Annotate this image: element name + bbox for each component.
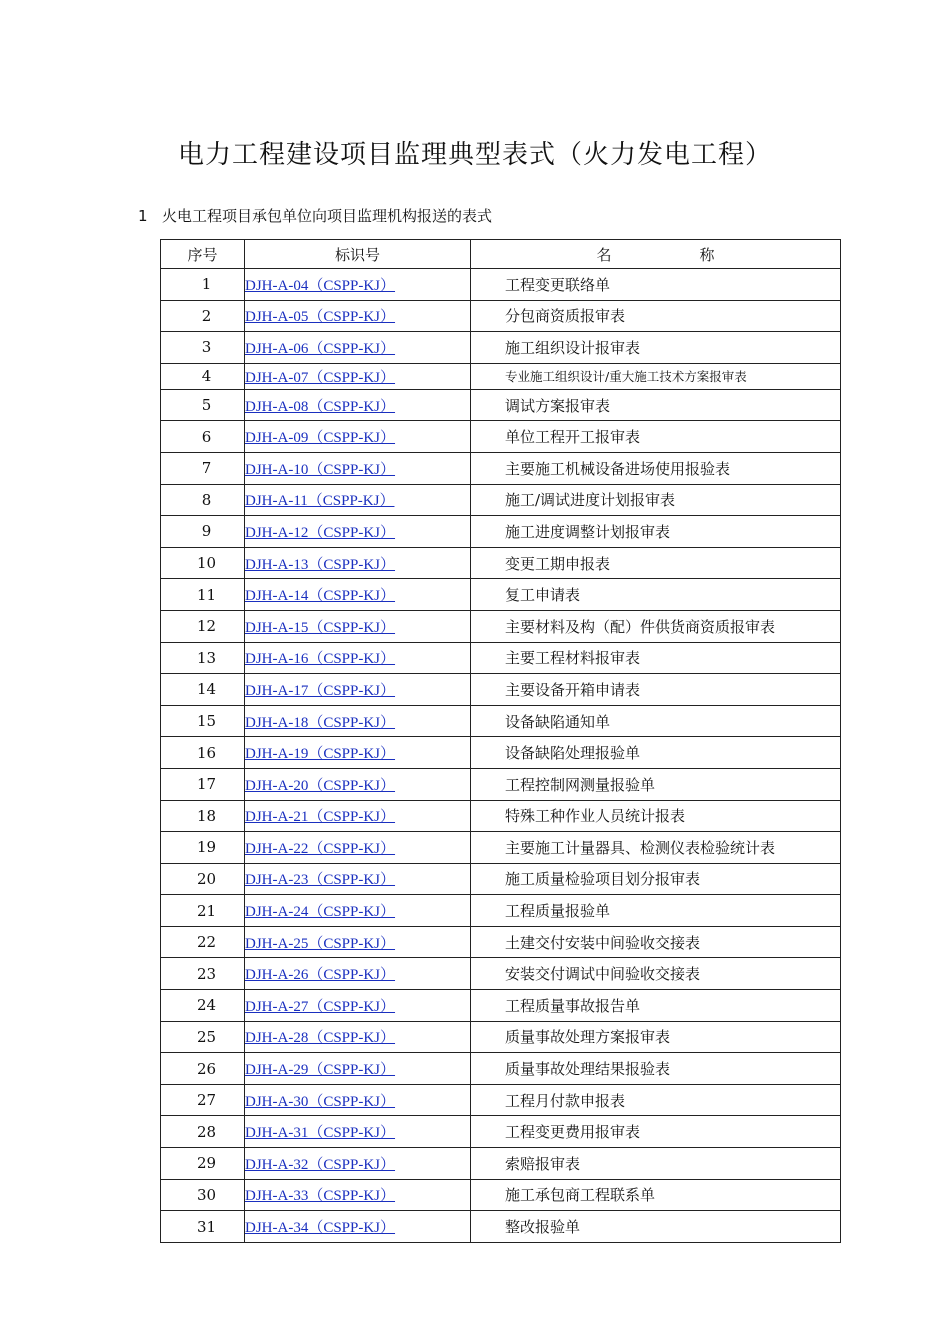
- row-name: 土建交付安装中间验收交接表: [471, 926, 841, 958]
- table-row: [161, 610, 841, 642]
- row-seq: 11: [161, 579, 245, 611]
- row-code-cell: [245, 363, 471, 389]
- row-name: 主要施工计量器具、检测仪表检验统计表: [471, 832, 841, 864]
- row-name: 索赔报审表: [471, 1148, 841, 1180]
- table-row: [161, 547, 841, 579]
- row-name: 施工进度调整计划报审表: [471, 516, 841, 548]
- header-seq: 序号: [161, 240, 245, 269]
- table-row: [161, 895, 841, 927]
- row-name: 工程质量事故报告单: [471, 990, 841, 1022]
- row-code-cell: [245, 547, 471, 579]
- row-code-cell: [245, 800, 471, 832]
- form-code-link[interactable]: DJH-A-24（CSPP-KJ）: [245, 904, 396, 921]
- row-code-cell: [245, 926, 471, 958]
- form-code-link[interactable]: DJH-A-18（CSPP-KJ）: [245, 714, 396, 731]
- table-row: [161, 1053, 841, 1085]
- row-code-cell: [245, 705, 471, 737]
- form-code-link[interactable]: DJH-A-14（CSPP-KJ）: [245, 588, 396, 605]
- row-code-cell: [245, 1179, 471, 1211]
- forms-table: [160, 239, 841, 1243]
- row-seq: 26: [161, 1053, 245, 1085]
- table-row: [161, 737, 841, 769]
- row-name: 主要设备开箱申请表: [471, 674, 841, 706]
- table-row: [161, 1021, 841, 1053]
- table-row: [161, 1116, 841, 1148]
- row-name: 特殊工种作业人员统计报表: [471, 800, 841, 832]
- form-code-link[interactable]: DJH-A-15（CSPP-KJ）: [245, 619, 396, 636]
- form-code-link[interactable]: DJH-A-19（CSPP-KJ）: [245, 746, 396, 763]
- row-seq: 17: [161, 768, 245, 800]
- form-code-link[interactable]: DJH-A-05（CSPP-KJ）: [245, 309, 396, 326]
- section-number: 1: [138, 207, 148, 225]
- row-name: 复工申请表: [471, 579, 841, 611]
- page-title: 电力工程建设项目监理典型表式（火力发电工程）: [177, 140, 772, 170]
- row-seq: 18: [161, 800, 245, 832]
- row-name: 主要材料及构（配）件供货商资质报审表: [471, 610, 841, 642]
- row-seq: 14: [161, 674, 245, 706]
- table-row: [161, 516, 841, 548]
- form-code-link[interactable]: DJH-A-06（CSPP-KJ）: [245, 340, 396, 357]
- row-code-cell: [245, 1084, 471, 1116]
- table-header-row: [161, 240, 841, 269]
- row-name: 设备缺陷通知单: [471, 705, 841, 737]
- table-row: [161, 990, 841, 1022]
- table-row: [161, 832, 841, 864]
- row-code-cell: [245, 610, 471, 642]
- row-seq: 10: [161, 547, 245, 579]
- form-code-link[interactable]: DJH-A-32（CSPP-KJ）: [245, 1156, 396, 1173]
- row-seq: 12: [161, 610, 245, 642]
- row-name: 设备缺陷处理报验单: [471, 737, 841, 769]
- row-code-cell: [245, 421, 471, 453]
- form-code-link[interactable]: DJH-A-13（CSPP-KJ）: [245, 556, 396, 573]
- row-seq: 28: [161, 1116, 245, 1148]
- form-code-link[interactable]: DJH-A-21（CSPP-KJ）: [245, 809, 396, 826]
- table-row: [161, 389, 841, 421]
- table-row: [161, 958, 841, 990]
- form-code-link[interactable]: DJH-A-34（CSPP-KJ）: [245, 1220, 396, 1237]
- form-code-link[interactable]: DJH-A-29（CSPP-KJ）: [245, 1062, 396, 1079]
- row-name: 主要工程材料报审表: [471, 642, 841, 674]
- header-code: 标识号: [245, 240, 471, 269]
- header-name: [471, 240, 841, 269]
- row-seq: 2: [161, 300, 245, 332]
- row-seq: 19: [161, 832, 245, 864]
- table-row: [161, 1179, 841, 1211]
- form-code-link[interactable]: DJH-A-23（CSPP-KJ）: [245, 872, 396, 889]
- form-code-link[interactable]: DJH-A-10（CSPP-KJ）: [245, 461, 396, 478]
- row-seq: 24: [161, 990, 245, 1022]
- table-row: [161, 1084, 841, 1116]
- row-name: 施工承包商工程联系单: [471, 1179, 841, 1211]
- row-seq: 15: [161, 705, 245, 737]
- row-name: 工程控制网测量报验单: [471, 768, 841, 800]
- row-code-cell: [245, 832, 471, 864]
- table-row: [161, 269, 841, 301]
- table-row: [161, 705, 841, 737]
- row-seq: 16: [161, 737, 245, 769]
- form-code-link[interactable]: DJH-A-16（CSPP-KJ）: [245, 651, 396, 668]
- table-row: [161, 674, 841, 706]
- row-name: 工程变更联络单: [471, 269, 841, 301]
- row-seq: 22: [161, 926, 245, 958]
- row-code-cell: [245, 674, 471, 706]
- row-code-cell: [245, 863, 471, 895]
- row-code-cell: [245, 269, 471, 301]
- row-name: 分包商资质报审表: [471, 300, 841, 332]
- row-seq: 30: [161, 1179, 245, 1211]
- row-code-cell: [245, 1148, 471, 1180]
- table-row: [161, 642, 841, 674]
- row-name: 施工组织设计报审表: [471, 332, 841, 364]
- form-code-link[interactable]: DJH-A-33（CSPP-KJ）: [245, 1188, 396, 1205]
- section-heading: [138, 205, 492, 226]
- row-name: 工程质量报验单: [471, 895, 841, 927]
- row-seq: 23: [161, 958, 245, 990]
- form-code-link[interactable]: DJH-A-04（CSPP-KJ）: [245, 277, 396, 294]
- row-name: 质量事故处理方案报审表: [471, 1021, 841, 1053]
- row-seq: 13: [161, 642, 245, 674]
- form-code-link[interactable]: DJH-A-30（CSPP-KJ）: [245, 1093, 396, 1110]
- row-code-cell: [245, 958, 471, 990]
- form-code-link[interactable]: DJH-A-12（CSPP-KJ）: [245, 524, 396, 541]
- form-code-link[interactable]: DJH-A-28（CSPP-KJ）: [245, 1030, 396, 1047]
- table-row: [161, 926, 841, 958]
- table-row: [161, 768, 841, 800]
- table-row: [161, 363, 841, 389]
- header-name-part1: 名: [596, 245, 612, 264]
- row-code-cell: [245, 768, 471, 800]
- row-seq: 31: [161, 1211, 245, 1243]
- row-name: 专业施工组织设计/重大施工技术方案报审表: [471, 363, 841, 389]
- row-code-cell: [245, 452, 471, 484]
- table-row: [161, 1211, 841, 1243]
- row-name: 变更工期申报表: [471, 547, 841, 579]
- row-name: 调试方案报审表: [471, 389, 841, 421]
- row-seq: 27: [161, 1084, 245, 1116]
- row-name: 整改报验单: [471, 1211, 841, 1243]
- row-name: 安装交付调试中间验收交接表: [471, 958, 841, 990]
- form-code-link[interactable]: DJH-A-11（CSPP-KJ）: [245, 493, 395, 510]
- section-title: 火电工程项目承包单位向项目监理机构报送的表式: [162, 207, 493, 225]
- form-code-link[interactable]: DJH-A-26（CSPP-KJ）: [245, 967, 396, 984]
- form-code-link[interactable]: DJH-A-27（CSPP-KJ）: [245, 998, 396, 1015]
- row-seq: 1: [161, 269, 245, 301]
- table-row: [161, 300, 841, 332]
- row-code-cell: [245, 579, 471, 611]
- row-code-cell: [245, 1211, 471, 1243]
- table-row: [161, 800, 841, 832]
- row-seq: 6: [161, 421, 245, 453]
- row-code-cell: [245, 332, 471, 364]
- row-name: 工程月付款申报表: [471, 1084, 841, 1116]
- table-row: [161, 484, 841, 516]
- form-code-link[interactable]: DJH-A-25（CSPP-KJ）: [245, 935, 396, 952]
- row-code-cell: [245, 895, 471, 927]
- row-seq: 29: [161, 1148, 245, 1180]
- row-seq: 3: [161, 332, 245, 364]
- row-name: 主要施工机械设备进场使用报验表: [471, 452, 841, 484]
- table-row: [161, 863, 841, 895]
- row-code-cell: [245, 1053, 471, 1085]
- row-code-cell: [245, 389, 471, 421]
- header-name-part2: 称: [699, 245, 715, 264]
- form-code-link[interactable]: DJH-A-20（CSPP-KJ）: [245, 777, 396, 794]
- row-seq: 20: [161, 863, 245, 895]
- row-code-cell: [245, 484, 471, 516]
- form-code-link[interactable]: DJH-A-07（CSPP-KJ）: [245, 369, 396, 386]
- row-seq: 8: [161, 484, 245, 516]
- form-code-link[interactable]: DJH-A-08（CSPP-KJ）: [245, 398, 396, 415]
- row-name: 质量事故处理结果报验表: [471, 1053, 841, 1085]
- table-row: [161, 421, 841, 453]
- table-row: [161, 579, 841, 611]
- row-name: 单位工程开工报审表: [471, 421, 841, 453]
- row-code-cell: [245, 516, 471, 548]
- row-seq: 9: [161, 516, 245, 548]
- form-code-link[interactable]: DJH-A-17（CSPP-KJ）: [245, 682, 396, 699]
- row-code-cell: [245, 990, 471, 1022]
- row-code-cell: [245, 1021, 471, 1053]
- row-code-cell: [245, 300, 471, 332]
- form-code-link[interactable]: DJH-A-22（CSPP-KJ）: [245, 840, 396, 857]
- row-seq: 4: [161, 363, 245, 389]
- row-code-cell: [245, 737, 471, 769]
- row-seq: 5: [161, 389, 245, 421]
- row-code-cell: [245, 642, 471, 674]
- row-name: 工程变更费用报审表: [471, 1116, 841, 1148]
- table-row: [161, 452, 841, 484]
- row-name: 施工/调试进度计划报审表: [471, 484, 841, 516]
- row-seq: 7: [161, 452, 245, 484]
- form-code-link[interactable]: DJH-A-09（CSPP-KJ）: [245, 430, 396, 447]
- form-code-link[interactable]: DJH-A-31（CSPP-KJ）: [245, 1125, 396, 1142]
- row-seq: 25: [161, 1021, 245, 1053]
- row-name: 施工质量检验项目划分报审表: [471, 863, 841, 895]
- table-row: [161, 1148, 841, 1180]
- row-code-cell: [245, 1116, 471, 1148]
- row-seq: 21: [161, 895, 245, 927]
- table-row: [161, 332, 841, 364]
